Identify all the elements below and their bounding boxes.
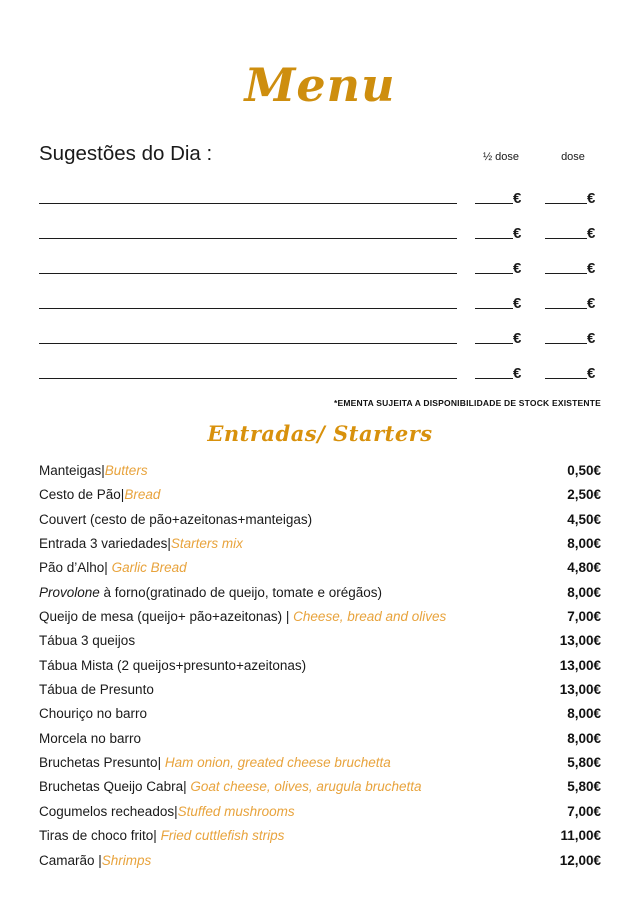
menu-item-name: Bruchetas Queijo Cabra| Goat cheese, olives, arugula bruchetta [39, 779, 422, 795]
price-blank-line [475, 343, 513, 344]
price-blank-line [475, 273, 513, 274]
menu-item-price: 12,00€ [559, 852, 601, 868]
menu-item-name: Provolone à forno(gratinado de queijo, tomate e orégãos) [39, 584, 382, 600]
half-dose-price-blank [475, 226, 527, 242]
half-dose-price-blank [475, 191, 527, 207]
menu-item-price: 11,00€ [560, 828, 601, 844]
menu-item-price: 5,80€ [567, 755, 601, 771]
euro-sign: € [587, 330, 596, 347]
menu-item-row [39, 483, 601, 507]
suggestion-blank-row [39, 347, 601, 382]
menu-item-name: Tiras de choco frito| Fried cuttlefish strips [39, 828, 285, 844]
menu-item-price: 5,80€ [567, 779, 601, 795]
menu-item-name: Morcela no barro [39, 730, 142, 746]
menu-item-name: Tábua de Presunto [39, 682, 154, 698]
menu-item-row [39, 702, 601, 726]
menu-item-translation: Butters [104, 463, 148, 478]
suggestion-blank-row [39, 277, 601, 312]
stock-availability-note: *EMENTA SUJEITA A DISPONIBILIDADE DE STOCK EXISTENTE [333, 398, 601, 408]
menu-item-name: Tábua Mista (2 queijos+presunto+azeitonas) [39, 657, 307, 673]
menu-item-translation: Garlic Bread [111, 560, 187, 576]
price-blank-line [475, 378, 513, 379]
menu-item-price: 8,00€ [567, 584, 601, 600]
menu-item-row [39, 629, 601, 653]
menu-item-price: 8,00€ [567, 536, 601, 552]
menu-item-price: 13,00€ [559, 633, 601, 649]
menu-item-translation: Starters mix [170, 536, 243, 552]
price-blank-line [545, 203, 587, 204]
menu-item-name: Cogumelos recheados|Stuffed mushrooms [39, 803, 295, 819]
page-title: Menu [244, 58, 396, 112]
price-blank-line [545, 378, 587, 379]
menu-item-price: 4,80€ [567, 560, 601, 576]
euro-sign: € [587, 190, 596, 207]
menu-item-translation: Shrimps [101, 852, 152, 868]
price-blank-line [545, 308, 587, 309]
euro-sign: € [513, 190, 522, 207]
price-blank-line [475, 238, 513, 239]
suggestion-blank-row [39, 172, 601, 207]
menu-item-price: 13,00€ [559, 657, 601, 673]
euro-sign: € [587, 365, 596, 382]
euro-sign: € [513, 295, 522, 312]
price-blank-line [545, 273, 587, 274]
column-label-half-dose: ½ dose [482, 151, 520, 163]
menu-item-translation: Stuffed mushrooms [177, 803, 295, 819]
dose-price-blank [545, 191, 601, 207]
menu-item-row [39, 459, 601, 483]
dose-price-blank [545, 296, 601, 312]
menu-item-price: 4,50€ [567, 511, 601, 527]
menu-item-translation: Goat cheese, olives, arugula bruchetta [190, 779, 422, 795]
suggestion-blank-row [39, 242, 601, 277]
menu-item-row [39, 581, 601, 605]
menu-item-name: Chouriço no barro [39, 706, 148, 722]
dish-blank-line [39, 308, 457, 309]
suggestion-blank-rows [39, 172, 601, 382]
menu-item-name: Tábua 3 queijos [39, 633, 136, 649]
menu-item-row [39, 775, 601, 799]
menu-item-price: 2,50€ [567, 487, 601, 503]
menu-item-translation: Ham onion, greated cheese bruchetta [164, 755, 391, 771]
menu-item-name: Pão d’Alho| Garlic Bread [39, 560, 187, 576]
menu-item-name: Cesto de Pão|Bread [39, 487, 161, 503]
price-blank-line [545, 238, 587, 239]
menu-item-price: 0,50€ [567, 463, 601, 478]
price-blank-line [475, 203, 513, 204]
menu-item-row [39, 532, 601, 556]
menu-item-row [39, 727, 601, 751]
half-dose-price-blank [475, 296, 527, 312]
half-dose-price-blank [475, 331, 527, 347]
dish-blank-line [39, 343, 457, 344]
suggestions-heading: Sugestões do Dia : [39, 142, 213, 165]
euro-sign: € [513, 330, 522, 347]
menu-item-row [39, 849, 601, 873]
menu-item-price: 8,00€ [567, 706, 601, 722]
dish-blank-line [39, 238, 457, 239]
half-dose-price-blank [475, 261, 527, 277]
menu-item-price: 7,00€ [567, 803, 601, 819]
suggestion-blank-row [39, 312, 601, 347]
starters-menu-list [39, 459, 601, 873]
euro-sign: € [587, 225, 596, 242]
column-label-dose: dose [561, 151, 585, 163]
half-dose-price-blank [475, 366, 527, 382]
dish-blank-line [39, 203, 457, 204]
menu-item-name: Bruchetas Presunto| Ham onion, greated cheese bruchetta [39, 755, 391, 771]
menu-item-translation: Fried cuttlefish strips [160, 828, 285, 844]
euro-sign: € [513, 260, 522, 277]
menu-item-row [39, 751, 601, 775]
dose-price-blank [545, 331, 601, 347]
section-title-starters: Entradas/ Starters [207, 421, 433, 446]
menu-item-price: 8,00€ [567, 730, 601, 746]
euro-sign: € [587, 260, 596, 277]
menu-item-name-italic: Provolone [39, 584, 100, 600]
dish-blank-line [39, 273, 457, 274]
suggestions-header [39, 142, 601, 166]
suggestion-blank-row [39, 207, 601, 242]
dose-price-blank [545, 261, 601, 277]
menu-item-price: 13,00€ [559, 682, 601, 698]
menu-item-name: Queijo de mesa (queijo+ pão+azeitonas) | Cheese, bread and olives [39, 609, 447, 625]
euro-sign: € [513, 225, 522, 242]
dish-blank-line [39, 378, 457, 379]
menu-item-name: Couvert (cesto de pão+azeitonas+manteigas) [39, 511, 313, 527]
dose-price-blank [545, 366, 601, 382]
menu-item-name: Entrada 3 variedades|Starters mix [39, 536, 243, 552]
menu-item-row [39, 800, 601, 824]
menu-item-row [39, 508, 601, 532]
price-blank-line [475, 308, 513, 309]
menu-item-price: 7,00€ [567, 609, 601, 625]
menu-item-row [39, 678, 601, 702]
menu-item-translation: Cheese, bread and olives [293, 609, 447, 625]
menu-item-row [39, 556, 601, 580]
menu-item-translation: Bread [124, 487, 161, 503]
dose-price-blank [545, 226, 601, 242]
menu-item-name: Camarão |Shrimps [39, 852, 152, 868]
menu-item-name: Manteigas|Butters [39, 463, 148, 478]
euro-sign: € [587, 295, 596, 312]
menu-item-row [39, 824, 601, 848]
price-blank-line [545, 343, 587, 344]
menu-item-row [39, 654, 601, 678]
euro-sign: € [513, 365, 522, 382]
menu-item-row [39, 605, 601, 629]
